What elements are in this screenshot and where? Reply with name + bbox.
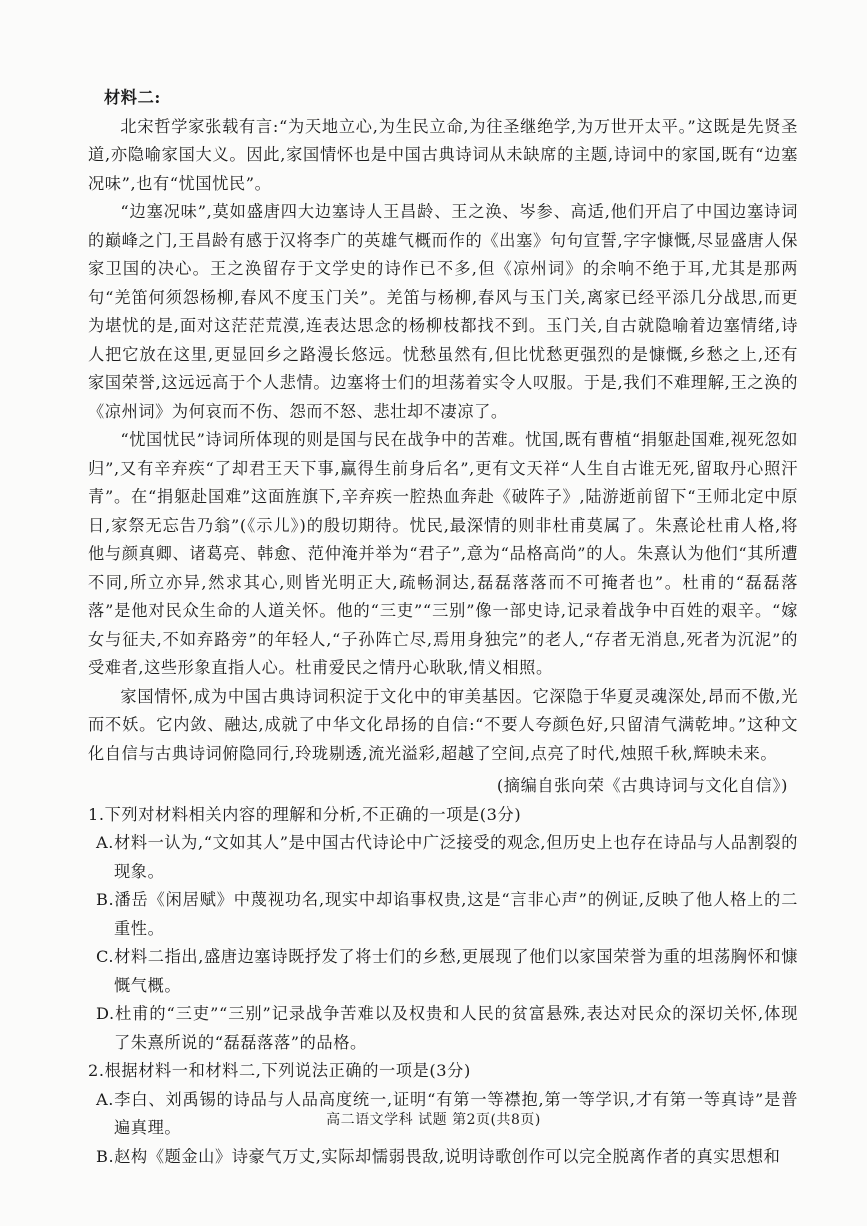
option-c: C.材料二指出,盛唐边塞诗既抒发了将士们的乡愁,更展现了他们以家国荣誉为重的坦荡胸怀和慷慨气概。 bbox=[96, 947, 798, 995]
option-d: D.杜甫的“三吏”“三别”记录战争苦难以及权贵和人民的贫富悬殊,表达对民众的深切关怀,体现了朱熹所说的“磊磊落落”的品格。 bbox=[96, 1004, 798, 1052]
option-a: A.李白、刘禹锡的诗品与人品高度统一,证明“有第一等襟抱,第一等学识,才有第一等真诗”是普遍真理。 bbox=[96, 1089, 798, 1137]
option-b: B.潘岳《闲居赋》中蔑视功名,现实中却谄事权贵,这是“言非心声”的例证,反映了他人格上的二重性。 bbox=[96, 890, 798, 938]
source-citation: (摘编自张向荣《古典诗词与文化自信》) bbox=[496, 776, 788, 795]
option-b: B.赵构《题金山》诗豪气万丈,实际却懦弱畏敌,说明诗歌创作可以完全脱离作者的真实思想和 bbox=[96, 1146, 781, 1166]
option-a: A.材料一认为,“文如其人”是中国古代诗论中广泛接受的观念,但历史上也存在诗品与人品割裂的现象。 bbox=[96, 833, 798, 881]
page-content bbox=[88, 84, 798, 1171]
material-heading: 材料二: bbox=[104, 88, 161, 107]
page-footer: 高二语文学科 试题 第2页(共8页) bbox=[326, 1112, 541, 1128]
paragraph-2: “边塞况味”,莫如盛唐四大边塞诗人王昌龄、王之涣、岑参、高适,他们开启了中国边塞诗词的巅峰之门,王昌龄有感于汉将李广的英雄气概而作的《出塞》句句宣誓,字字慷慨,尽显盛唐人保家卫国的决心。王之涣留存于文学史的诗作已不多,但《凉州词》的余响不绝于耳,尤其是那两句“羌笛何须怨杨柳,春风不度玉门关”。羌笛与杨柳,春风与玉门关,离家已经平添几分战思,而更为堪忧的是,面对这茫茫荒漠,连表达思念的杨柳枝都找不到。玉门关,自古就隐喻着边塞情绪,诗人把它放在这里,更显回乡之路漫长悠远。忧愁虽然有,但比忧愁更强烈的是慷慨,乡愁之上,还有家国荣誉,这远远高于个人悲情。边塞将士们的坦荡着实令人叹服。于是,我们不难理解,王之涣的《凉州词》为何哀而不伤、怨而不怒、悲壮却不凄凉了。 bbox=[88, 202, 798, 421]
question-stem: 2.根据材料一和材料二,下列说法正确的一项是(3分) bbox=[88, 1061, 471, 1080]
paragraph-1: 北宋哲学家张载有言:“为天地立心,为生民立命,为往圣继绝学,为万世开太平。”这既是先贤圣道,亦隐喻家国大义。因此,家国情怀也是中国古典诗词从未缺席的主题,诗词中的家国,既有“边塞况味”,也有“忧国忧民”。 bbox=[88, 116, 798, 193]
paragraph-4: 家国情怀,成为中国古典诗词积淀于文化中的审美基因。它深隐于华夏灵魂深处,昂而不傲,光而不妖。它内敛、融达,成就了中华文化昂扬的自信:“不要人夸颜色好,只留清气满乾坤。”这种文化自信与古典诗词俯隐同行,玲珑剔透,流光溢彩,超越了空间,点亮了时代,烛照千秋,辉映未来。 bbox=[88, 686, 798, 763]
paragraph-3: “忧国忧民”诗词所体现的则是国与民在战争中的苦难。忧国,既有曹植“捐躯赴国难,视死忽如归”,又有辛弃疾“了却君王天下事,赢得生前身后名”,更有文天祥“人生自古谁无死,留取丹心照汗青”。在“捐躯赴国难”这面旌旗下,辛弃疾一腔热血奔赴《破阵子》,陆游逝前留下“王师北定中原日,家祭无忘告乃翁”(《示儿》)的殷切期待。忧民,最深情的则非杜甫莫属了。朱熹论杜甫人格,将他与颜真卿、诸葛亮、韩愈、范仲淹并举为“君子”,意为“品格高尚”的人。朱熹认为他们“其所遭不同,所立亦异,然求其心,则皆光明正大,疏畅洞达,磊磊落落而不可掩者也”。杜甫的“磊磊落落”是他对民众生命的人道关怀。他的“三吏”“三别”像一部史诗,记录着战争中百姓的艰辛。“嫁女与征夫,不如弃路旁”的年轻人,“子孙阵亡尽,焉用身独完”的老人,“存者无消息,死者为沉泥”的受难者,这些形象直指人心。杜甫爱民之情丹心耿耿,情义相照。 bbox=[88, 430, 798, 677]
question-stem: 1.下列对材料相关内容的理解和分析,不正确的一项是(3分) bbox=[88, 804, 522, 824]
question-1 bbox=[88, 801, 798, 1058]
